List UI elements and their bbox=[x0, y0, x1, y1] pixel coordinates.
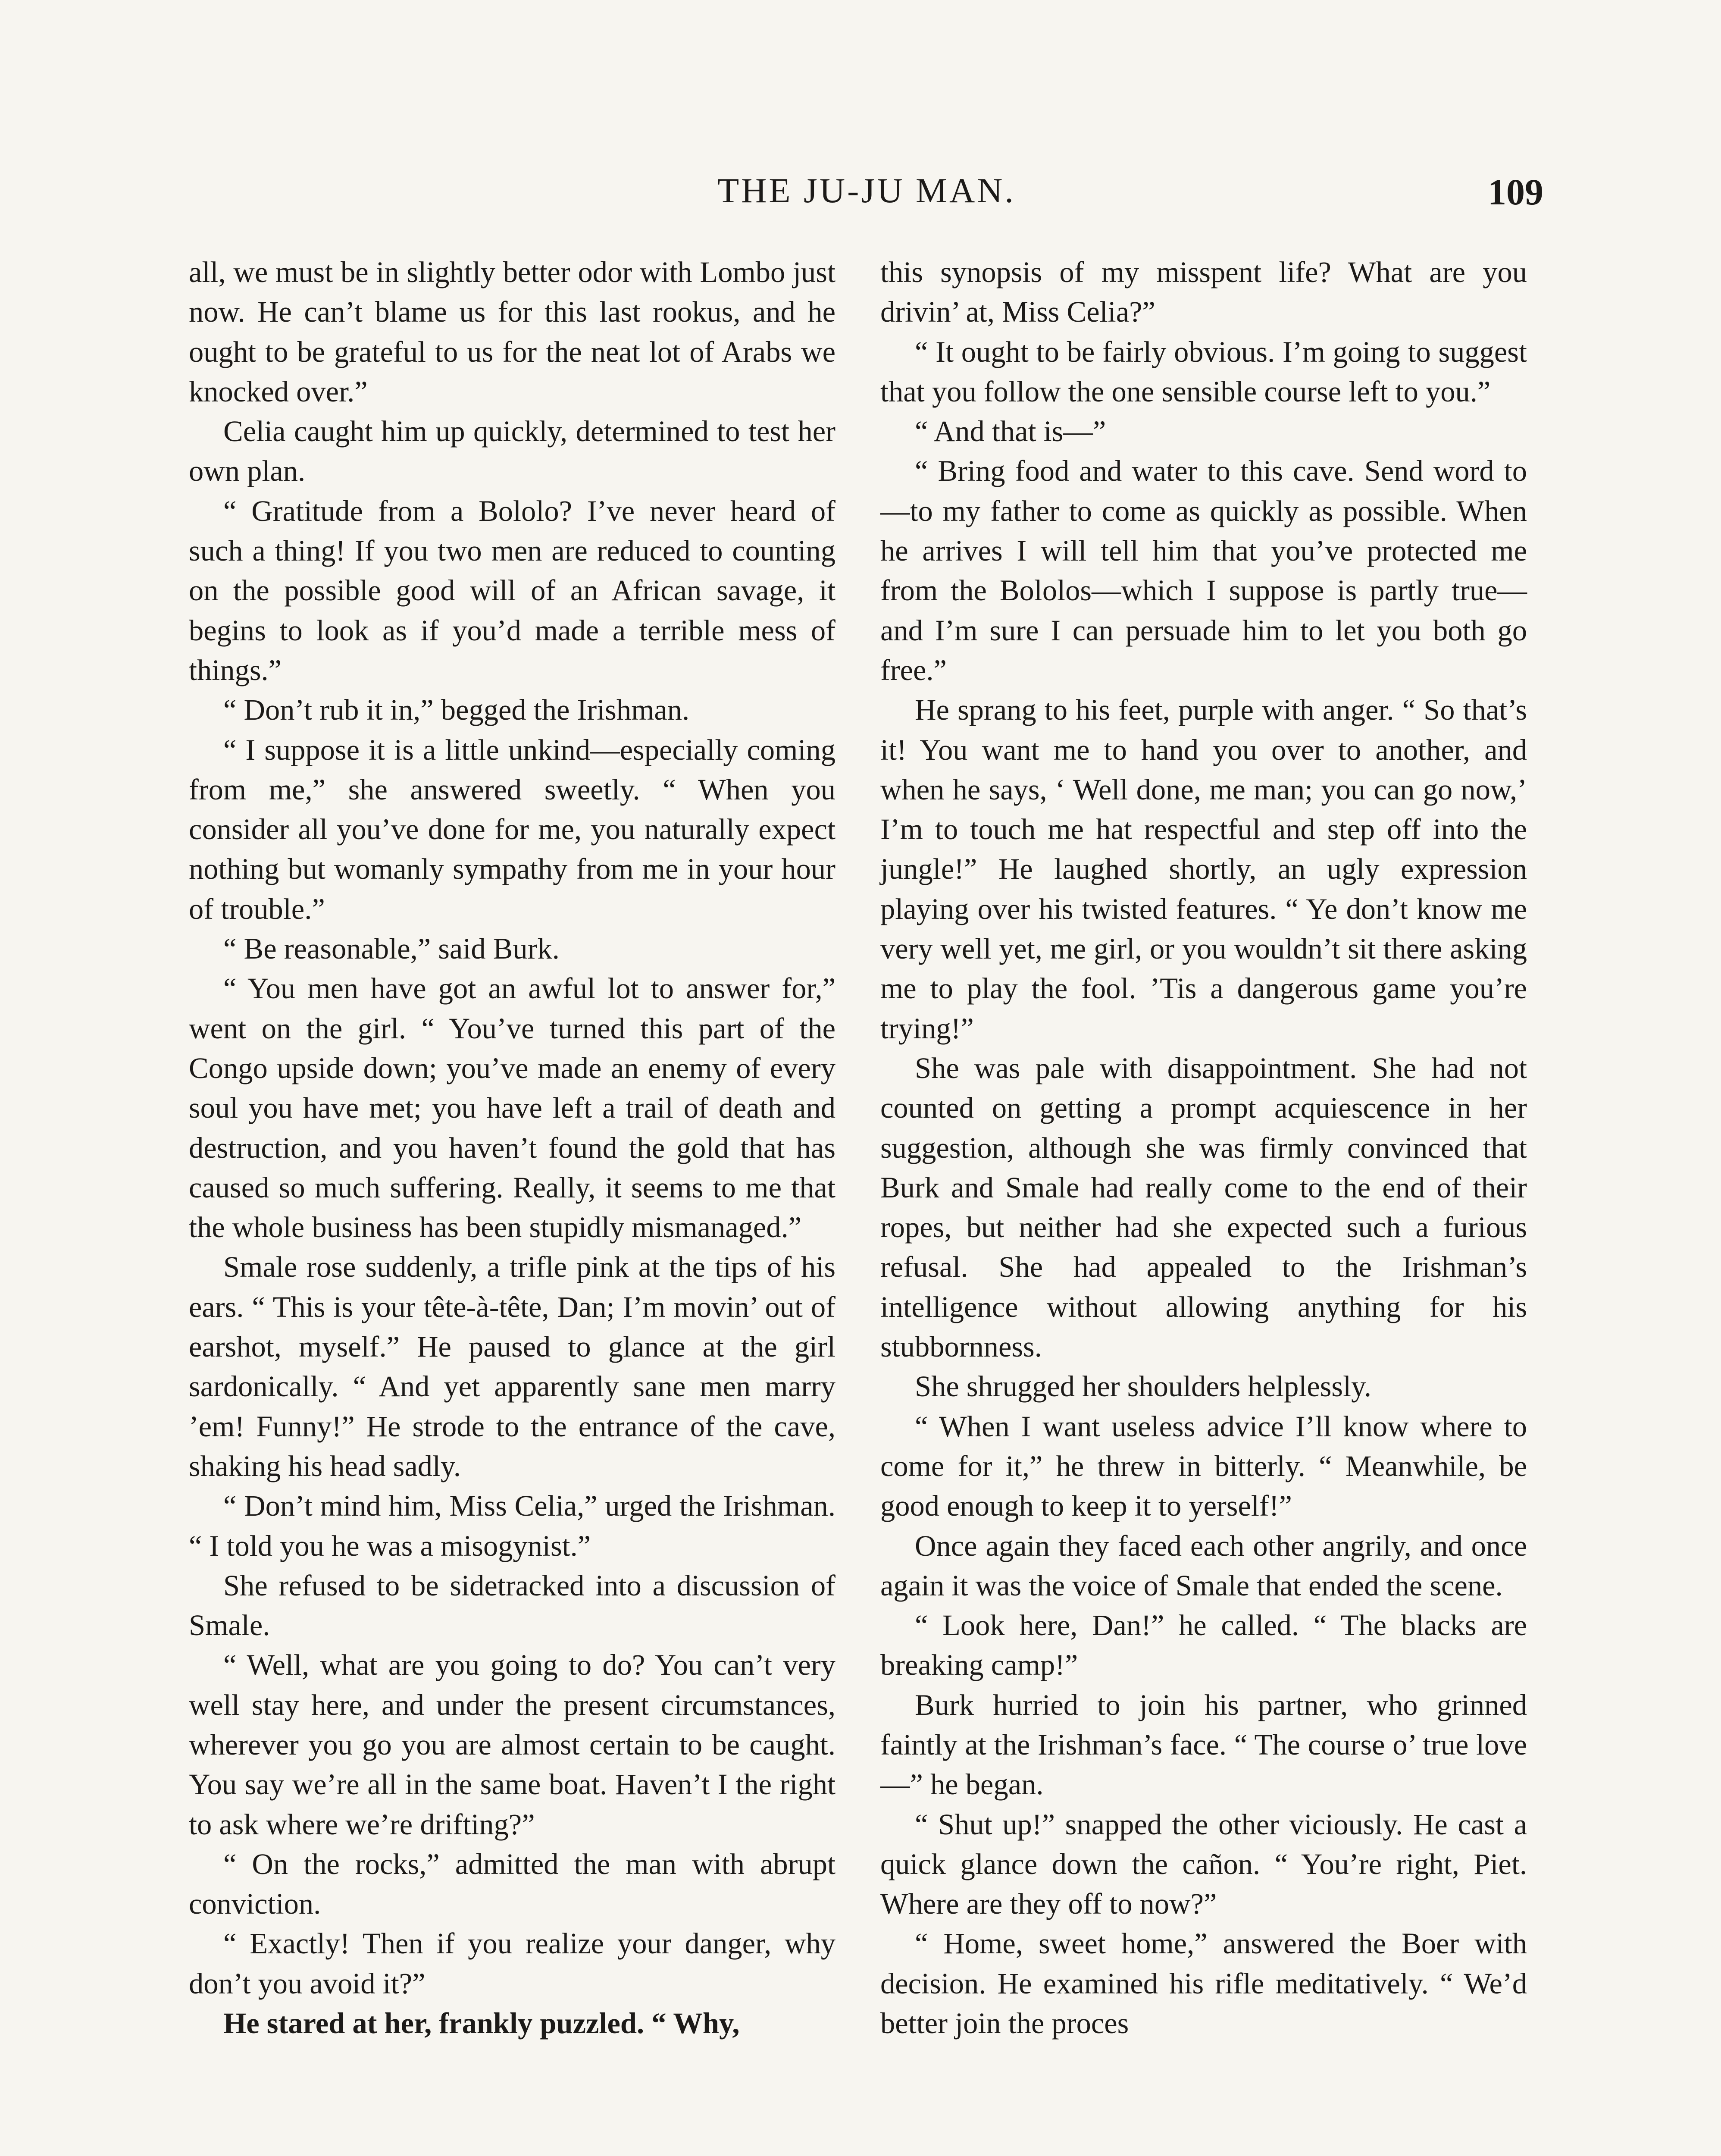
paragraph: Smale rose suddenly, a trifle pink at the tips of his ears. “ This is your tête-à-tête, Dan; I’m movin’ out of earshot, myself.” He paused to glance at the girl sardonically. “ And yet apparently sane men marry ’em! Funny!” He strode to the entrance of the cave, shaking his head sadly. bbox=[189, 1250, 835, 1482]
paragraph: Once again they faced each other angrily, and once again it was the voice of Smale that ended the scene. bbox=[880, 1529, 1527, 1602]
paragraph: “ Well, what are you going to do? You can’t very well stay here, and under the present circumstances, wherever you go you are almost certain to be caught. You say we’re all in the same boat. Haven’t I the right to ask where we’re drifting?” bbox=[189, 1648, 835, 1841]
paragraph: He stared at her, frankly puzzled. “ Why, bbox=[223, 2007, 740, 2040]
paragraph: “ On the rocks,” admitted the man with abrupt conviction. bbox=[189, 1847, 835, 1921]
paragraph: “ And that is—” bbox=[915, 415, 1106, 448]
paragraph: She was pale with disappointment. She had not counted on getting a prompt acquiescence in her suggestion, although she was firmly convinced that Burk and Smale had really come to the end of their ropes, but neither had she expected such a furious refusal. She had appealed to the Irishman’s intelligence without allowing anything for his stubbornness. bbox=[880, 1051, 1527, 1363]
paragraph: “ It ought to be fairly obvious. I’m going to suggest that you follow the one sensible course left to you.” bbox=[880, 335, 1527, 408]
paragraph: She refused to be sidetracked into a discussion of Smale. bbox=[189, 1569, 835, 1642]
paragraph: Celia caught him up quickly, determined to test her own plan. bbox=[189, 415, 835, 488]
paragraph: all, we must be in slightly better odor with Lombo just now. He can’t blame us for this last rookus, and he ought to be grateful to us for the neat lot of Arabs we knocked over.” bbox=[189, 256, 835, 408]
paragraph: “ When I want useless advice I’ll know where to come for it,” he threw in bitterly. “ Meanwhile, be good enough to keep it to yerself!” bbox=[880, 1410, 1527, 1523]
paragraph: “ Shut up!” snapped the other viciously. He cast a quick glance down the cañon. “ You’re right, Piet. Where are they off to now?” bbox=[880, 1808, 1527, 1921]
page-number: 109 bbox=[1488, 171, 1543, 213]
right-text-column bbox=[880, 252, 1527, 2043]
paragraph: Burk hurried to join his partner, who grinned faintly at the Irishman’s face. “ The course o’ true love—” he began. bbox=[880, 1688, 1527, 1801]
paragraph: “ Exactly! Then if you realize your danger, why don’t you avoid it?” bbox=[189, 1927, 835, 2000]
paragraph: “ Bring food and water to this cave. Send word to—to my father to come as quickly as possible. When he arrives I will tell him that you’ve protected me from the Bololos—which I suppose is partly true— and I’m sure I can persuade him to let you both go free.” bbox=[880, 454, 1527, 686]
paragraph: “ Gratitude from a Bololo? I’ve never heard of such a thing! If you two men are reduced to counting on the possible good will of an African savage, it begins to look as if you’d made a terrible mess of things.” bbox=[189, 494, 835, 686]
running-head bbox=[190, 170, 1543, 218]
running-title: THE JU-JU MAN. bbox=[717, 171, 1016, 210]
paragraph: He sprang to his feet, purple with anger. “ So that’s it! You want me to hand you over to another, and when he says, ‘ Well done, me man; you can go now,’ I’m to touch me hat respectful and step off into the jungle!” He laughed shortly, an ugly expression playing over his twisted features. “ Ye don’t know me very well yet, me girl, or you wouldn’t sit there asking me to play the fool. ’Tis a dangerous game you’re trying!” bbox=[880, 693, 1527, 1045]
paragraph: “ Home, sweet home,” answered the Boer with decision. He examined his rifle meditatively. “ We’d better join the proces bbox=[880, 1927, 1527, 2040]
paragraph: this synopsis of my misspent life? What are you drivin’ at, Miss Celia?” bbox=[880, 256, 1527, 329]
paragraph: “ Be reasonable,” said Burk. bbox=[223, 932, 560, 965]
paragraph: “ Don’t rub it in,” begged the Irishman. bbox=[223, 693, 690, 727]
paragraph: She shrugged her shoulders helplessly. bbox=[915, 1370, 1372, 1403]
left-text-column bbox=[189, 252, 835, 2043]
paragraph: “ I suppose it is a little unkind—especially coming from me,” she answered sweetly. “ When you consider all you’ve done for me, you naturally expect nothing but womanly sympathy from me in your hour of trouble.” bbox=[189, 733, 835, 925]
paragraph: “ Look here, Dan!” he called. “ The blacks are breaking camp!” bbox=[880, 1609, 1527, 1682]
paragraph: “ Don’t mind him, Miss Celia,” urged the Irishman. “ I told you he was a misogynist.” bbox=[189, 1489, 835, 1562]
paragraph: “ You men have got an awful lot to answer for,” went on the girl. “ You’ve turned this part of the Congo upside down; you’ve made an enemy of every soul you have met; you have left a trail of death and destruction, and you haven’t found the gold that has caused so much suffering. Really, it seems to me that the whole business has been stupidly mismanaged.” bbox=[189, 972, 835, 1244]
